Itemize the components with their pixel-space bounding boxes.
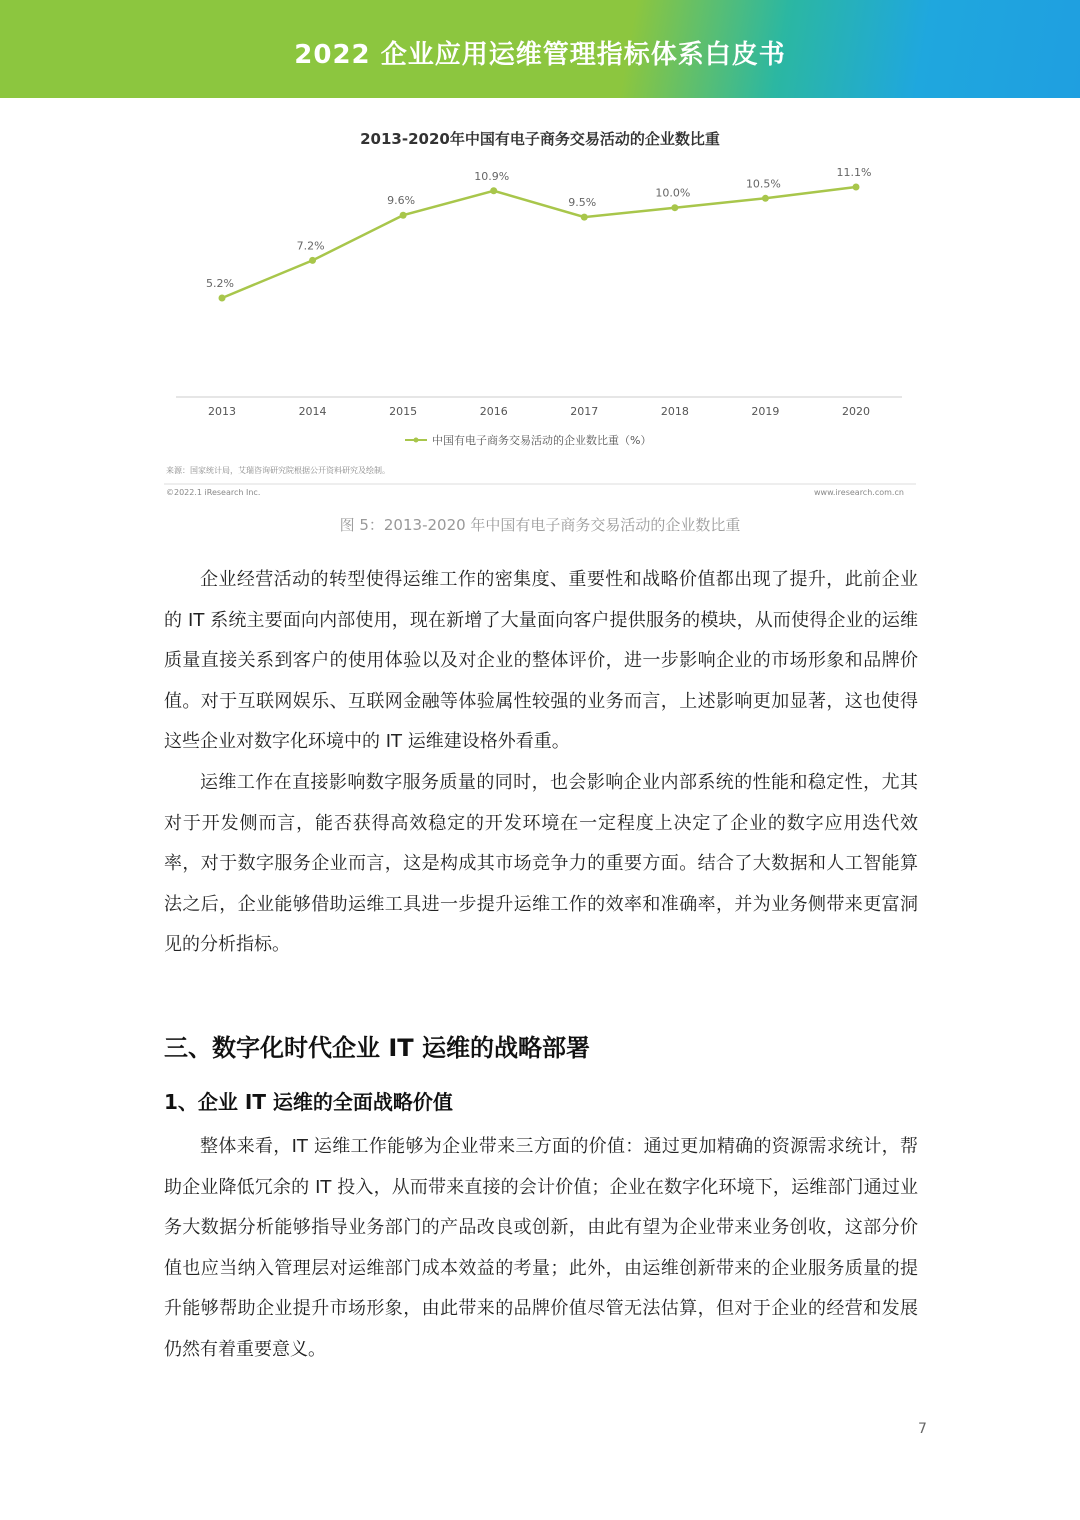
line-chart: [0, 0, 1080, 540]
data-point: [400, 212, 407, 219]
data-label: 10.9%: [474, 169, 510, 183]
data-point: [490, 187, 497, 194]
data-point: [762, 195, 769, 202]
body-paragraph-3: 整体来看，IT 运维工作能够为企业带来三方面的价值：通过更加精确的资源需求统计，帮助企业降低冗余的 IT 投入，从而带来直接的会计价值；企业在数字化环境下，运维部门通过业务大数据分析能够指导业务部门的产品改良或创新，由此有望为企业带来业务创收，这部分价值也应当纳入管理层对运维部门成本效益的考量；此外，由运维创新带来的企业服务质量的提升能够帮助企业提升市场形象，由此带来的品牌价值尽管无法估算，但对于企业的经营和发展仍然有着重要意义。: [164, 1136, 918, 1360]
chart-legend: [405, 433, 651, 447]
data-label: 11.1%: [836, 166, 872, 179]
x-tick-label: 2013: [208, 405, 236, 418]
data-label: 10.0%: [655, 186, 691, 200]
legend-point-marker: [414, 438, 419, 443]
x-tick-label: 2018: [660, 405, 689, 418]
section-heading: 三、数字化时代企业 IT 运维的战略部署: [164, 1034, 591, 1062]
data-label: 7.2%: [296, 239, 325, 253]
copyright-note: ©2022.1 iResearch Inc.: [166, 488, 261, 497]
website-note: www.iresearch.com.cn: [814, 488, 904, 497]
x-tick-label: 2017: [570, 405, 599, 418]
data-point: [219, 295, 226, 302]
body-paragraph-1: 企业经营活动的转型使得运维工作的密集度、重要性和战略价值都出现了提升，此前企业的 IT 系统主要面向内部使用，现在新增了大量面向客户提供服务的模块，从而使得企业的运维质量直接关系到客户的使用体验以及对企业的整体评价，进一步影响企业的市场形象和品牌价值。对于互联网娱乐、互联网金融等体验属性较强的业务而言，上述影响更加显著，这也使得这些企业对数字化环境中的 IT 运维建设格外看重。: [164, 569, 918, 752]
data-point: [853, 184, 860, 191]
data-point: [309, 257, 316, 264]
body-paragraph-2: 运维工作在直接影响数字服务质量的同时，也会影响企业内部系统的性能和稳定性，尤其对于开发侧而言，能否获得高效稳定的开发环境在一定程度上决定了企业的数字应用迭代效率，对于数字服务企业而言，这是构成其市场竞争力的重要方面。结合了大数据和人工智能算法之后，企业能够借助运维工具进一步提升运维工作的效率和准确率，并为业务侧带来更富洞见的分析指标。: [164, 772, 918, 955]
header-title: 2022 企业应用运维管理指标体系白皮书: [294, 40, 786, 70]
x-tick-label: 2014: [298, 405, 327, 418]
x-tick-label: 2015: [389, 405, 418, 418]
data-label: 5.2%: [206, 277, 234, 290]
figure-caption: 图 5：2013-2020 年中国有电子商务交易活动的企业数比重: [339, 516, 741, 534]
x-tick-label: 2019: [751, 405, 780, 418]
legend-label: 中国有电子商务交易活动的企业数比重（%）: [432, 434, 652, 447]
x-tick-label: 2020: [842, 405, 870, 418]
x-tick-label: 2016: [479, 405, 508, 418]
chart-title: 2013-2020年中国有电子商务交易活动的企业数比重: [360, 130, 720, 148]
page-number: 7: [918, 1421, 927, 1437]
data-point: [671, 204, 678, 211]
series-group: [206, 166, 871, 418]
data-point: [581, 214, 588, 221]
chart-source-note: 来源：国家统计局，艾瑞咨询研究院根据公开资料研究及绘制。: [166, 466, 390, 475]
data-label: 9.5%: [568, 196, 597, 210]
data-label: 10.5%: [745, 177, 781, 191]
data-label: 9.6%: [387, 194, 416, 208]
subsection-heading: 1、企业 IT 运维的全面战略价值: [164, 1090, 453, 1114]
